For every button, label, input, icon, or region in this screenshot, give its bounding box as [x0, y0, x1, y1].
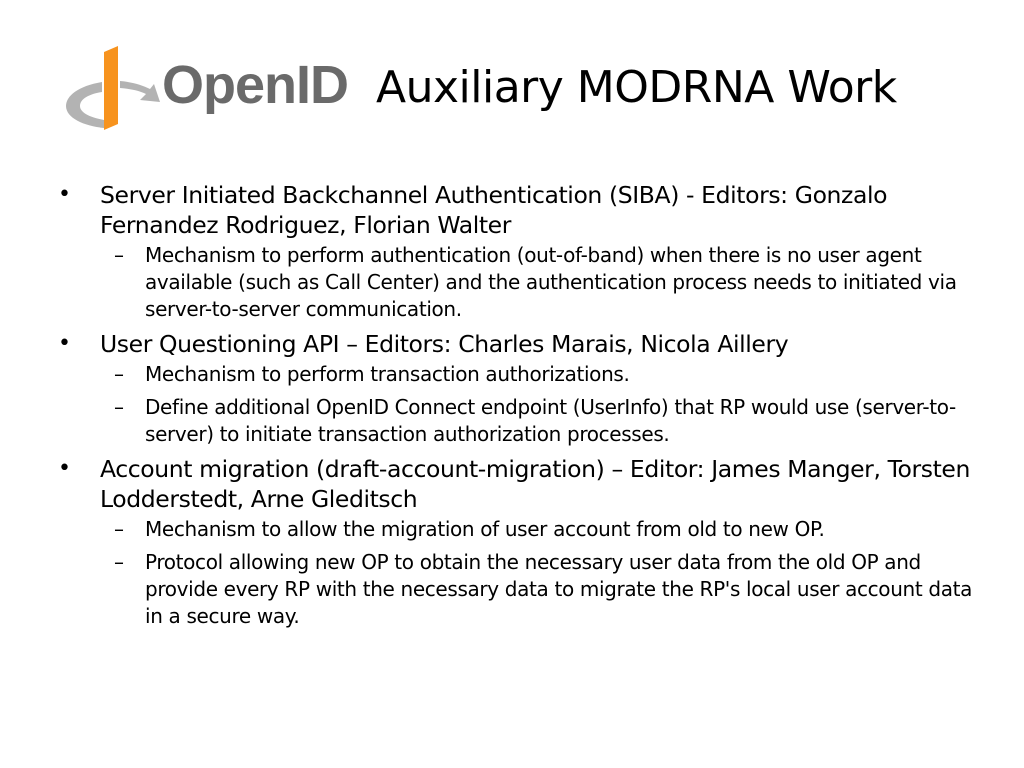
dash-icon: –	[114, 362, 124, 386]
sub-bullet-item	[56, 549, 976, 630]
sub-bullet-text: Protocol allowing new OP to obtain the necessary user data from the old OP and provide every RP with the necessary data to migrate the RP's local user account data in a secure way.	[145, 550, 972, 628]
openid-logo-text: OpenID	[162, 55, 349, 115]
slide-content	[56, 180, 976, 636]
dash-icon: –	[114, 550, 124, 574]
sub-bullet-text: Mechanism to perform transaction authorizations.	[145, 362, 630, 386]
bullet-icon: •	[58, 182, 71, 207]
sub-bullet-item	[56, 242, 976, 323]
sub-bullet-text: Mechanism to allow the migration of user account from old to new OP.	[145, 517, 825, 541]
slide-title: Auxiliary MODRNA Work	[376, 62, 897, 113]
bullet-icon: •	[58, 331, 71, 356]
bullet-text: Server Initiated Backchannel Authentication (SIBA) - Editors: Gonzalo Fernandez Rodriguez, Florian Walter	[100, 181, 888, 239]
openid-logo	[62, 44, 349, 134]
sub-bullet-text: Define additional OpenID Connect endpoint (UserInfo) that RP would use (server-to-server) to initiate transaction authorization processes.	[145, 395, 956, 446]
openid-logo-icon	[62, 44, 162, 134]
bullet-text: User Questioning API – Editors: Charles Marais, Nicola Aillery	[100, 330, 789, 358]
bullet-text: Account migration (draft-account-migration) – Editor: James Manger, Torsten Lodderstedt, Arne Gleditsch	[100, 455, 970, 513]
sub-bullet-item	[56, 516, 976, 543]
bullet-item	[56, 180, 976, 240]
dash-icon: –	[114, 517, 124, 541]
sub-bullet-item	[56, 394, 976, 448]
dash-icon: –	[114, 395, 124, 419]
dash-icon: –	[114, 243, 124, 267]
bullet-icon: •	[58, 456, 71, 481]
bullet-item	[56, 454, 976, 514]
sub-bullet-text: Mechanism to perform authentication (out-of-band) when there is no user agent available (such as Call Center) and the authentication process needs to initiated via server-to-server communication.	[145, 243, 957, 321]
sub-bullet-item	[56, 361, 976, 388]
bullet-item	[56, 329, 976, 359]
